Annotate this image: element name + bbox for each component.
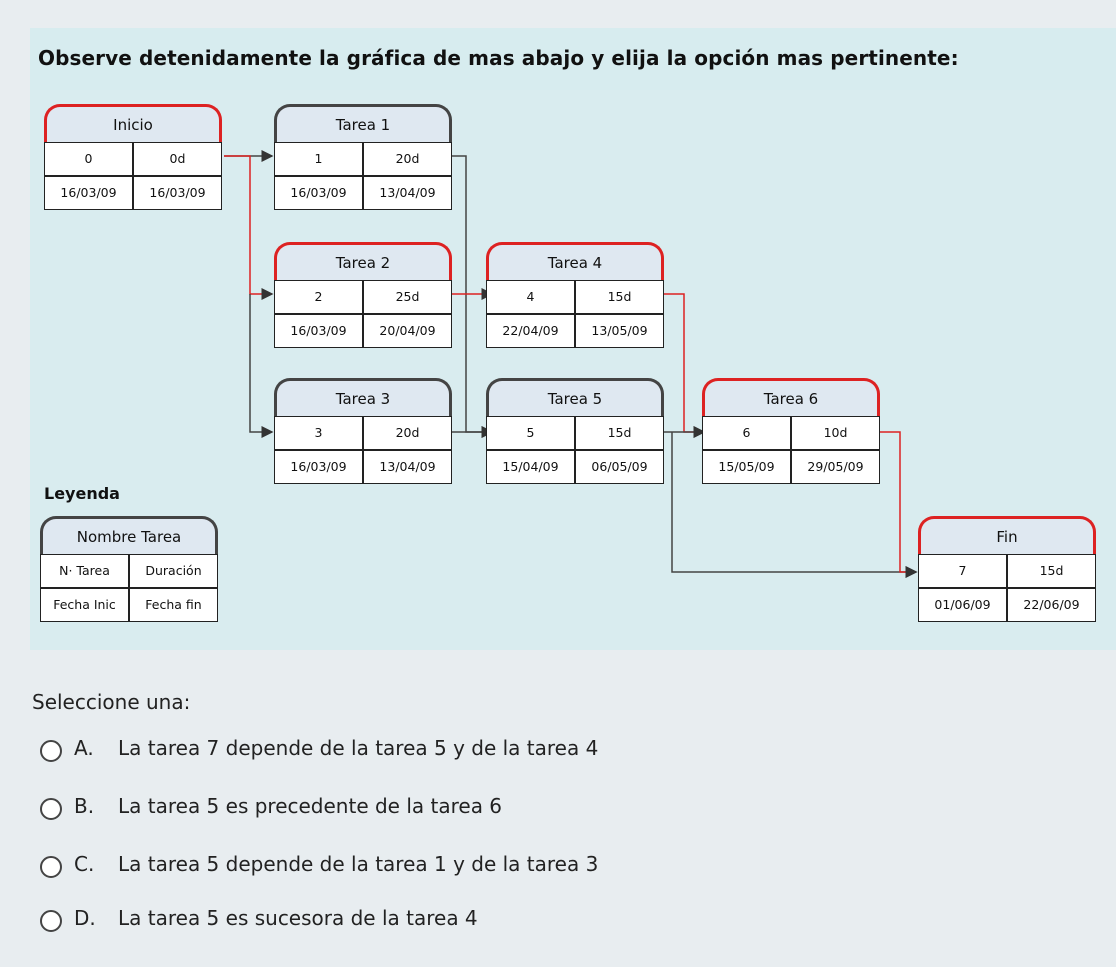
node-fin (918, 516, 1096, 626)
node-duration: 15d (575, 280, 664, 314)
option-letter: D. (74, 906, 96, 930)
node-title: Tarea 3 (274, 378, 452, 416)
node-end-date: 13/05/09 (575, 314, 664, 348)
legend-end: Fecha fin (129, 588, 218, 622)
node-end-date: 13/04/09 (363, 450, 452, 484)
node-start-date: 16/03/09 (274, 176, 363, 210)
node-tarea3 (274, 378, 452, 488)
node-end-date: 13/04/09 (363, 176, 452, 210)
option-text: La tarea 5 es precedente de la tarea 6 (118, 794, 503, 818)
node-tarea2 (274, 242, 452, 352)
node-duration: 0d (133, 142, 222, 176)
legend-duration: Duración (129, 554, 218, 588)
node-title: Tarea 2 (274, 242, 452, 280)
node-end-date: 20/04/09 (363, 314, 452, 348)
node-start-date: 16/03/09 (274, 450, 363, 484)
option-b[interactable] (40, 792, 740, 826)
radio-button-d[interactable] (40, 910, 62, 932)
option-text: La tarea 7 depende de la tarea 5 y de la tarea 4 (118, 736, 599, 760)
node-tarea4 (486, 242, 664, 352)
node-end-date: 22/06/09 (1007, 588, 1096, 622)
node-number: 7 (918, 554, 1007, 588)
node-duration: 15d (575, 416, 664, 450)
legend-heading: Leyenda (44, 484, 120, 503)
option-a[interactable] (40, 734, 740, 768)
node-duration: 25d (363, 280, 452, 314)
node-end-date: 16/03/09 (133, 176, 222, 210)
node-tarea1 (274, 104, 452, 214)
node-duration: 20d (363, 142, 452, 176)
node-duration: 20d (363, 416, 452, 450)
arrow-inicio-tarea2 (224, 156, 272, 294)
node-number: 2 (274, 280, 363, 314)
legend-number: N· Tarea (40, 554, 129, 588)
node-title: Tarea 6 (702, 378, 880, 416)
node-start-date: 15/04/09 (486, 450, 575, 484)
node-number: 5 (486, 416, 575, 450)
node-number: 3 (274, 416, 363, 450)
node-start-date: 01/06/09 (918, 588, 1007, 622)
node-start-date: 16/03/09 (44, 176, 133, 210)
radio-button-c[interactable] (40, 856, 62, 878)
option-text: La tarea 5 depende de la tarea 1 y de la tarea 3 (118, 852, 599, 876)
node-title: Tarea 4 (486, 242, 664, 280)
question-text: Observe detenidamente la gráfica de mas abajo y elija la opción mas pertinente: (38, 46, 959, 70)
node-number: 0 (44, 142, 133, 176)
node-duration: 10d (791, 416, 880, 450)
node-title: Fin (918, 516, 1096, 554)
node-start-date: 16/03/09 (274, 314, 363, 348)
node-title: Inicio (44, 104, 222, 142)
option-text: La tarea 5 es sucesora de la tarea 4 (118, 906, 478, 930)
node-tarea5 (486, 378, 664, 488)
node-duration: 15d (1007, 554, 1096, 588)
node-title: Tarea 5 (486, 378, 664, 416)
arrow-tarea6-fin (880, 432, 916, 572)
node-number: 6 (702, 416, 791, 450)
node-start-date: 15/05/09 (702, 450, 791, 484)
radio-button-a[interactable] (40, 740, 62, 762)
node-tarea6 (702, 378, 880, 488)
node-start-date: 22/04/09 (486, 314, 575, 348)
option-letter: C. (74, 852, 95, 876)
option-letter: A. (74, 736, 94, 760)
node-number: 4 (486, 280, 575, 314)
option-d[interactable] (40, 904, 740, 938)
node-title: Tarea 1 (274, 104, 452, 142)
option-c[interactable] (40, 850, 740, 884)
node-end-date: 29/05/09 (791, 450, 880, 484)
arrow-tarea4-tarea6 (664, 294, 704, 432)
legend-start: Fecha Inic (40, 588, 129, 622)
legend-node (40, 516, 218, 626)
select-prompt: Seleccione una: (32, 690, 191, 714)
option-letter: B. (74, 794, 95, 818)
arrow-inicio-tarea3 (250, 294, 272, 432)
node-number: 1 (274, 142, 363, 176)
radio-button-b[interactable] (40, 798, 62, 820)
legend-title: Nombre Tarea (40, 516, 218, 554)
node-inicio (44, 104, 222, 214)
node-end-date: 06/05/09 (575, 450, 664, 484)
